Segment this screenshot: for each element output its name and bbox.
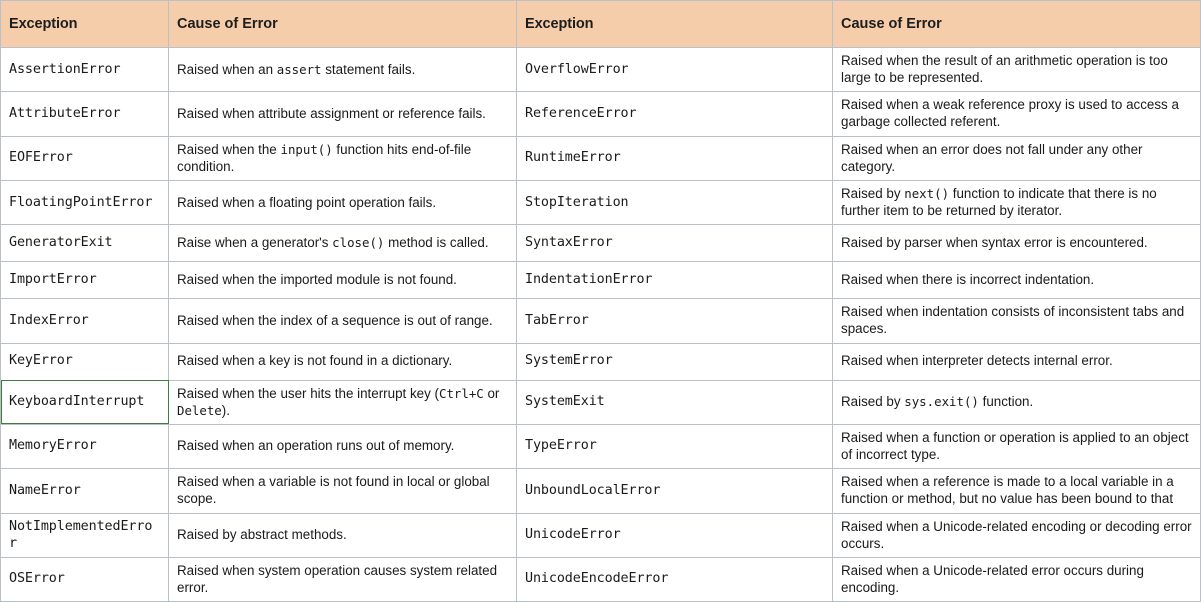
cause-of-error-cell[interactable]: Raised when an error does not fall under any other category. (833, 136, 1201, 180)
exception-name-cell[interactable]: UnboundLocalError (517, 469, 833, 513)
exception-name-cell[interactable]: UnicodeEncodeError (517, 557, 833, 601)
exception-name-cell[interactable]: AttributeError (1, 92, 169, 136)
cause-of-error-cell[interactable]: Raise when a generator's close() method is called. (169, 225, 517, 262)
cause-of-error-cell[interactable]: Raised by parser when syntax error is encountered. (833, 225, 1201, 262)
cause-of-error-cell[interactable]: Raised when a Unicode-related encoding or decoding error occurs. (833, 513, 1201, 557)
cause-of-error-cell[interactable]: Raised when the index of a sequence is out of range. (169, 299, 517, 343)
cause-of-error-cell[interactable]: Raised when there is incorrect indentation. (833, 262, 1201, 299)
table-row (1, 225, 1201, 262)
cause-of-error-cell[interactable]: Raised when a key is not found in a dictionary. (169, 343, 517, 380)
exception-name-cell[interactable]: OSError (1, 557, 169, 601)
cause-of-error-cell[interactable]: Raised when the user hits the interrupt key (Ctrl+C or Delete). (169, 380, 517, 424)
exception-name-cell[interactable]: RuntimeError (517, 136, 833, 180)
table-row (1, 92, 1201, 136)
column-header-exception-1: Exception (1, 1, 169, 48)
cause-of-error-cell[interactable]: Raised when system operation causes system related error. (169, 557, 517, 601)
cause-of-error-cell[interactable]: Raised when a function or operation is applied to an object of incorrect type. (833, 424, 1201, 468)
cause-of-error-cell[interactable]: Raised when a variable is not found in local or global scope. (169, 469, 517, 513)
exception-name-cell[interactable]: OverflowError (517, 48, 833, 92)
table-row (1, 513, 1201, 557)
column-header-exception-2: Exception (517, 1, 833, 48)
exception-name-cell[interactable]: NameError (1, 469, 169, 513)
cause-of-error-cell[interactable]: Raised when a weak reference proxy is used to access a garbage collected referent. (833, 92, 1201, 136)
table-row (1, 48, 1201, 92)
cause-of-error-cell[interactable]: Raised when a reference is made to a local variable in a function or method, but no value has been bound to that (833, 469, 1201, 513)
table-row (1, 424, 1201, 468)
table-row (1, 136, 1201, 180)
exception-name-cell[interactable]: KeyboardInterrupt (1, 380, 169, 424)
table-row (1, 299, 1201, 343)
column-header-cause-1: Cause of Error (169, 1, 517, 48)
cause-of-error-cell[interactable]: Raised by next() function to indicate that there is no further item to be returned by iterator. (833, 180, 1201, 224)
cause-of-error-cell[interactable]: Raised when a floating point operation fails. (169, 180, 517, 224)
exception-name-cell[interactable]: IndentationError (517, 262, 833, 299)
exception-name-cell[interactable]: TabError (517, 299, 833, 343)
cause-of-error-cell[interactable]: Raised when a Unicode-related error occurs during encoding. (833, 557, 1201, 601)
table-row (1, 557, 1201, 601)
exception-name-cell[interactable]: TypeError (517, 424, 833, 468)
cause-of-error-cell[interactable]: Raised when the result of an arithmetic operation is too large to be represented. (833, 48, 1201, 92)
header-row (1, 1, 1201, 48)
exception-name-cell[interactable]: SystemError (517, 343, 833, 380)
cause-of-error-cell[interactable]: Raised when the input() function hits end-of-file condition. (169, 136, 517, 180)
cause-of-error-cell[interactable]: Raised when an assert statement fails. (169, 48, 517, 92)
exception-name-cell[interactable]: KeyError (1, 343, 169, 380)
cause-of-error-cell[interactable]: Raised by sys.exit() function. (833, 380, 1201, 424)
exception-name-cell[interactable]: ImportError (1, 262, 169, 299)
exception-name-cell[interactable]: ReferenceError (517, 92, 833, 136)
table-row (1, 343, 1201, 380)
exception-name-cell[interactable]: GeneratorExit (1, 225, 169, 262)
table-row (1, 469, 1201, 513)
column-header-cause-2: Cause of Error (833, 1, 1201, 48)
exception-name-cell[interactable]: EOFError (1, 136, 169, 180)
cause-of-error-cell[interactable]: Raised when an operation runs out of memory. (169, 424, 517, 468)
table-row (1, 380, 1201, 424)
table-header (1, 1, 1201, 48)
exception-name-cell[interactable]: MemoryError (1, 424, 169, 468)
cause-of-error-cell[interactable]: Raised when indentation consists of inconsistent tabs and spaces. (833, 299, 1201, 343)
exception-name-cell[interactable]: NotImplementedError (1, 513, 169, 557)
cause-of-error-cell[interactable]: Raised by abstract methods. (169, 513, 517, 557)
exception-name-cell[interactable]: SystemExit (517, 380, 833, 424)
exception-name-cell[interactable]: StopIteration (517, 180, 833, 224)
table-row (1, 180, 1201, 224)
table-body (1, 48, 1201, 602)
cause-of-error-cell[interactable]: Raised when interpreter detects internal error. (833, 343, 1201, 380)
table-row (1, 262, 1201, 299)
exception-name-cell[interactable]: UnicodeError (517, 513, 833, 557)
exception-name-cell[interactable]: IndexError (1, 299, 169, 343)
cause-of-error-cell[interactable]: Raised when the imported module is not found. (169, 262, 517, 299)
exception-name-cell[interactable]: FloatingPointError (1, 180, 169, 224)
cause-of-error-cell[interactable]: Raised when attribute assignment or reference fails. (169, 92, 517, 136)
exception-name-cell[interactable]: AssertionError (1, 48, 169, 92)
exception-name-cell[interactable]: SyntaxError (517, 225, 833, 262)
